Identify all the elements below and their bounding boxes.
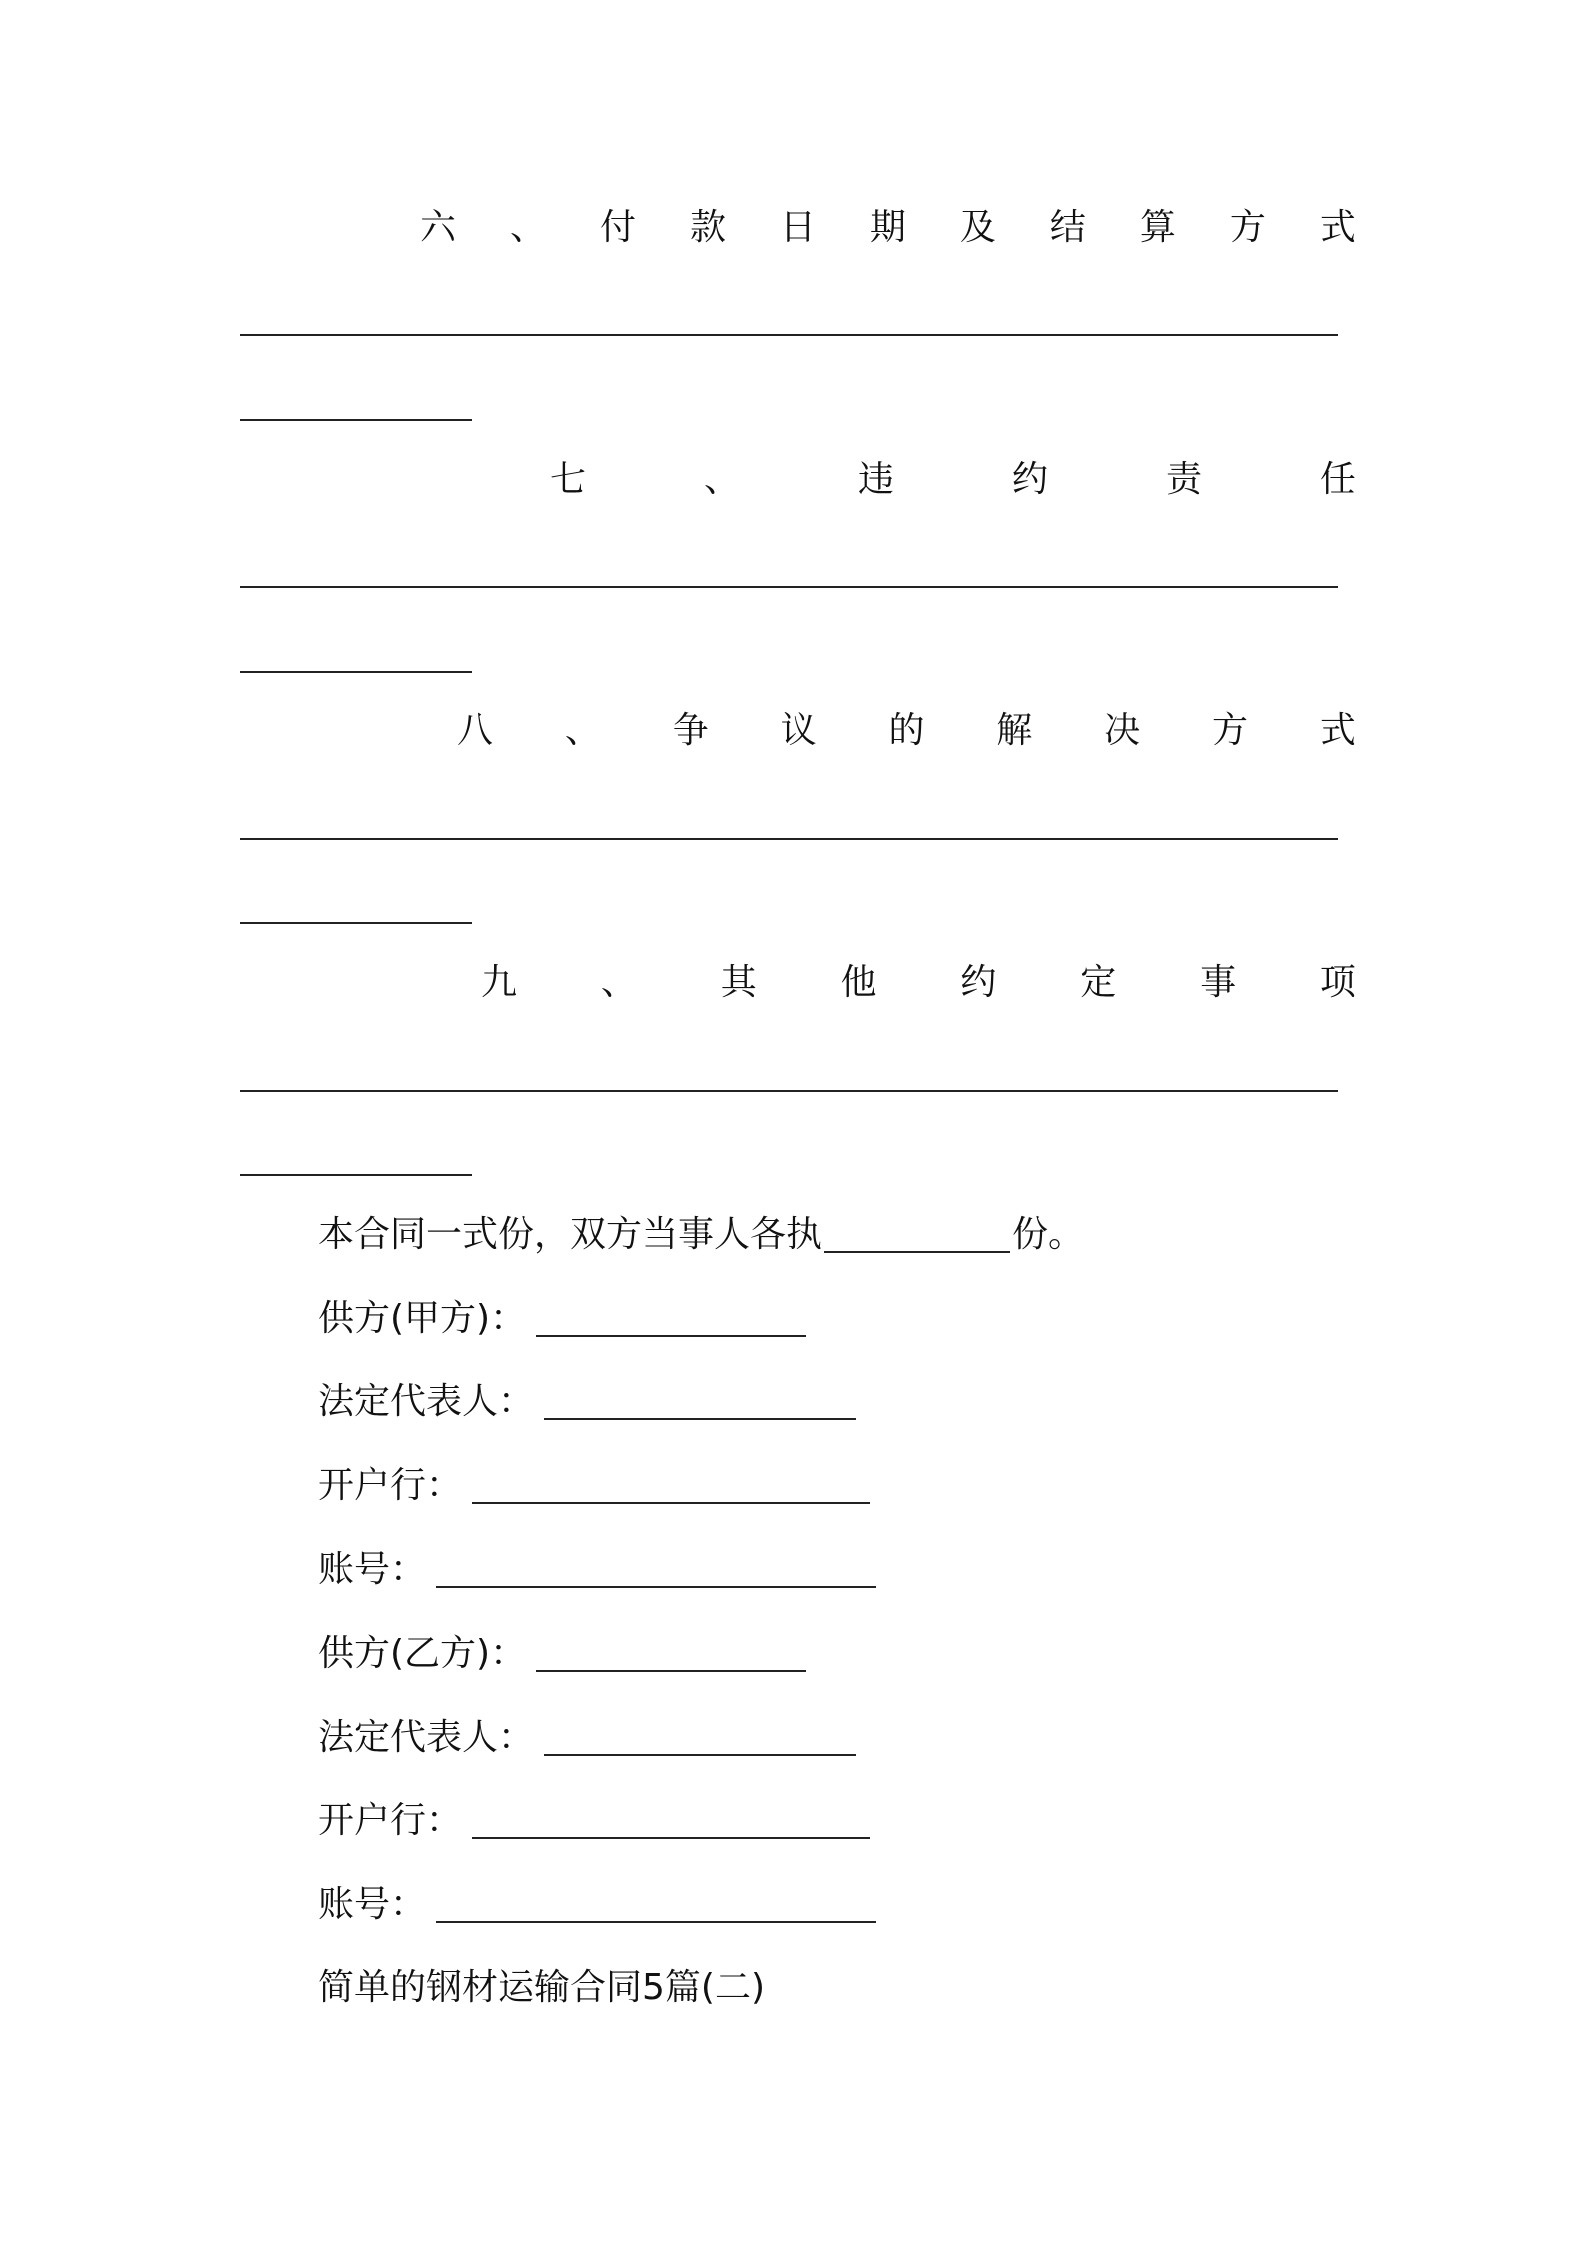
heading-char: 、 xyxy=(564,710,601,751)
party-a-bank xyxy=(318,1461,874,1511)
heading-char: 解 xyxy=(996,710,1033,751)
party-b-bank-label: 开户行： xyxy=(318,1800,463,1841)
copies-text: 本合同一式份，双方当事人各执 xyxy=(318,1214,823,1255)
heading-char: 的 xyxy=(888,710,925,751)
heading-char: 方 xyxy=(1212,710,1249,751)
heading-char: 决 xyxy=(1104,710,1141,751)
heading-char: 方 xyxy=(1229,207,1266,248)
party-b-rep-field[interactable] xyxy=(544,1720,856,1756)
fill-line xyxy=(240,1174,472,1176)
heading-char: 责 xyxy=(1165,459,1202,500)
heading-char: 违 xyxy=(857,459,894,500)
heading-char: 式 xyxy=(1319,207,1356,248)
heading-char: 付 xyxy=(599,207,636,248)
party-b-bank xyxy=(318,1796,874,1846)
heading-char: 八 xyxy=(457,710,494,751)
heading-char: 其 xyxy=(720,962,757,1003)
fill-line xyxy=(240,334,1338,336)
heading-char: 项 xyxy=(1319,962,1356,1003)
fill-line xyxy=(240,671,472,673)
heading-char: 六 xyxy=(420,207,457,248)
fill-line xyxy=(240,838,1338,840)
party-a-supplier xyxy=(318,1294,810,1344)
section-heading-disputes xyxy=(457,706,1356,756)
party-b-supplier-label: 供方(乙方)： xyxy=(318,1633,527,1674)
party-a-representative xyxy=(318,1377,860,1427)
heading-char: 他 xyxy=(840,962,877,1003)
heading-char: 约 xyxy=(1011,459,1048,500)
party-a-bank-field[interactable] xyxy=(472,1468,870,1504)
heading-char: 期 xyxy=(869,207,906,248)
party-b-account xyxy=(318,1880,880,1930)
heading-char: 及 xyxy=(959,207,996,248)
fill-line xyxy=(240,1090,1338,1092)
heading-char: 款 xyxy=(689,207,726,248)
heading-char: 结 xyxy=(1049,207,1086,248)
party-a-rep-field[interactable] xyxy=(544,1384,856,1420)
heading-char: 、 xyxy=(509,207,546,248)
next-contract-title-text: 简单的钢材运输合同5篇(二) xyxy=(318,1967,765,2008)
party-a-bank-label: 开户行： xyxy=(318,1465,463,1506)
heading-char: 七 xyxy=(550,459,587,500)
party-b-account-field[interactable] xyxy=(436,1887,876,1923)
party-b-supplier-field[interactable] xyxy=(536,1636,806,1672)
fill-line xyxy=(240,586,1338,588)
party-b-bank-field[interactable] xyxy=(472,1803,870,1839)
copies-suffix: 份。 xyxy=(1012,1214,1085,1255)
copies-count-field[interactable] xyxy=(824,1217,1010,1253)
party-b-rep-label: 法定代表人： xyxy=(318,1717,535,1758)
party-a-account xyxy=(318,1545,880,1595)
heading-char: 算 xyxy=(1139,207,1176,248)
party-a-account-label: 账号： xyxy=(318,1549,427,1590)
section-heading-liability xyxy=(550,455,1356,505)
heading-char: 日 xyxy=(779,207,816,248)
fill-line xyxy=(240,922,472,924)
party-b-supplier xyxy=(318,1629,810,1679)
heading-char: 约 xyxy=(960,962,997,1003)
party-b-representative xyxy=(318,1713,860,1763)
heading-char: 议 xyxy=(780,710,817,751)
party-a-supplier-field[interactable] xyxy=(536,1301,806,1337)
heading-char: 、 xyxy=(703,459,740,500)
heading-char: 式 xyxy=(1319,710,1356,751)
heading-char: 任 xyxy=(1319,459,1356,500)
party-a-rep-label: 法定代表人： xyxy=(318,1381,535,1422)
heading-char: 争 xyxy=(672,710,709,751)
heading-char: 事 xyxy=(1200,962,1237,1003)
heading-char: 定 xyxy=(1080,962,1117,1003)
heading-char: 九 xyxy=(481,962,518,1003)
party-a-supplier-label: 供方(甲方)： xyxy=(318,1298,527,1339)
party-b-account-label: 账号： xyxy=(318,1884,427,1925)
section-heading-payment xyxy=(420,203,1356,253)
copies-clause xyxy=(318,1210,1084,1260)
section-heading-other xyxy=(481,958,1356,1008)
heading-char: 、 xyxy=(600,962,637,1003)
fill-line xyxy=(240,419,472,421)
party-a-account-field[interactable] xyxy=(436,1552,876,1588)
next-contract-title xyxy=(318,1963,765,2013)
